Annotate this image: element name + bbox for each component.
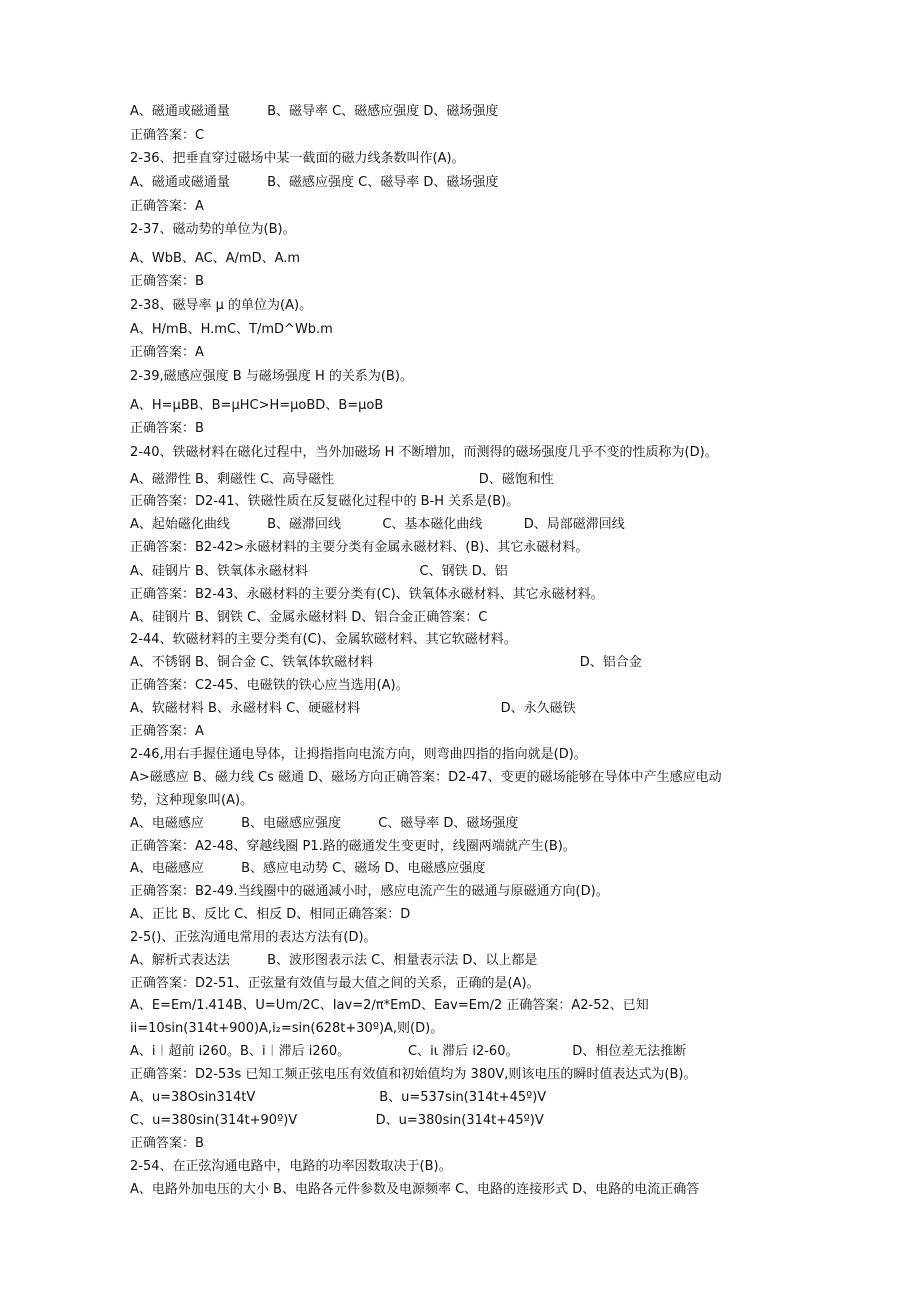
- text-line: A、H/mB、H.mC、T/mD^Wb.m: [130, 322, 333, 337]
- text-line: 正确答案：B2-49.当线圈中的磁通减小时，感应电流产生的磁通与原磁通方向(D)。: [130, 884, 609, 899]
- text-line: 正确答案：D2-53s 已知工频正弦电压有效值和初始值均为 380V,则该电压的瞬时值表达式为(B)。: [130, 1067, 697, 1082]
- text-line: A、起始磁化曲线 B、磁滞回线 C、基本磁化曲线 D、局部磁滞回线: [130, 517, 625, 532]
- text-line: A、硅钢片 B、铁氧体永磁材料 C、钢铁 D、铝: [130, 564, 508, 579]
- text-line: 正确答案：B: [130, 1136, 204, 1151]
- text-line: 正确答案：B2-43、永磁材料的主要分类有(C)、铁氧体永磁材料、其它永磁材料。: [130, 587, 604, 602]
- text-line: A、H=μBB、B=μHC>H=μoBD、B=μoB: [130, 398, 384, 413]
- text-line: A、磁通或磁通量 B、磁导率 C、磁感应强度 D、磁场强度: [130, 104, 499, 119]
- text-line: A、正比 B、反比 C、相反 D、相同正确答案：D: [130, 907, 411, 922]
- text-line: ii=10sin(314t+900)A,i₂=sin(628t+30º)A,则(D)。: [130, 1021, 444, 1036]
- text-line: A>磁感应 B、磁力线 Cs 磁通 D、磁场方向正确答案：D2-47、变更的磁场能够在导体中产生感应电动: [130, 770, 722, 785]
- text-line: 正确答案：A: [130, 724, 204, 739]
- text-line: A、硅钢片 B、钢铁 C、金属永磁材料 D、铝合金正确答案：C: [130, 610, 488, 625]
- text-line: 2-5()、正弦沟通电常用的表达方法有(D)。: [130, 930, 377, 945]
- text-line: 正确答案：C2-45、电磁铁的铁心应当选用(A)。: [130, 678, 409, 693]
- text-line: 正确答案：C: [130, 128, 205, 143]
- text-line: A、磁通或磁通量 B、磁感应强度 C、磁导率 D、磁场强度: [130, 175, 499, 190]
- text-line: 2-36、把垂直穿过磁场中某一截面的磁力线条数叫作(A)。: [130, 151, 465, 166]
- text-line: 2-44、软磁材料的主要分类有(C)、金属软磁材料、其它软磁材料。: [130, 632, 517, 647]
- text-line: A、解析式表达法 B、波形图表示法 C、相量表示法 D、以上都是: [130, 953, 538, 968]
- text-line: A、磁滞性 B、剩磁性 C、高导磁性 D、磁饱和性: [130, 472, 554, 487]
- text-line: 2-39,磁感应强度 B 与磁场强度 H 的关系为(B)。: [130, 369, 413, 384]
- text-line: 2-46,用右手握住通电导体，让拇指指向电流方向，则弯曲四指的指向就是(D)。: [130, 747, 587, 762]
- text-line: 2-37、磁动势的单位为(B)。: [130, 222, 296, 237]
- text-line: A、电磁感应 B、感应电动势 C、磁场 D、电磁感应强度: [130, 861, 486, 876]
- text-line: A、电磁感应 B、电磁感应强度 C、磁导率 D、磁场强度: [130, 816, 519, 831]
- text-line: 正确答案：A: [130, 345, 204, 360]
- text-line: 正确答案：B: [130, 274, 204, 289]
- text-line: A、软磁材料 B、永磁材料 C、硬磁材料 D、永久磁铁: [130, 701, 576, 716]
- text-line: A、电路外加电压的大小 B、电路各元件参数及电源频率 C、电路的连接形式 D、电路的电流正确答: [130, 1182, 700, 1197]
- text-line: 正确答案：A: [130, 199, 204, 214]
- text-line: 势，这种现象叫(A)。: [130, 793, 254, 808]
- text-line: A、E=Em/1.414B、U=Um∕2C、Iav=2∕π*EmD、Eav=Em∕2 正确答案：A2-52、已知: [130, 998, 649, 1013]
- text-line: A、WbB、AC、A/mD、A.m: [130, 251, 301, 266]
- text-line: A、u=38Osin314tV B、u=537sin(314t+45º)V: [130, 1090, 547, 1105]
- text-line: 正确答案：A2-48、穿越线圈 P1.路的磁通发生变更时，线圈两端就产生(B)。: [130, 839, 576, 854]
- text-line: 正确答案：B2-42>永磁材料的主要分类有金属永磁材料、(B)、其它永磁材料。: [130, 540, 589, 555]
- text-line: A、不锈钢 B、铜合金 C、铁氧体软磁材料 D、铝合金: [130, 655, 642, 670]
- text-line: 2-38、磁导率 μ 的单位为(A)。: [130, 298, 313, 313]
- text-line: 正确答案：B: [130, 421, 204, 436]
- text-line: 2-54、在正弦沟通电路中，电路的功率因数取决于(B)。: [130, 1159, 452, 1174]
- text-line: A、i︱超前 i260。B、i︱滞后 i260。 C、iι 滞后 i2-60。 D、相位差无法推断: [130, 1044, 687, 1059]
- text-line: 正确答案：D2-41、铁磁性质在反复磁化过程中的 B-H 关系是(B)。: [130, 494, 520, 509]
- text-line: 2-40、铁磁材料在磁化过程中，当外加磁场 H 不断增加，而测得的磁场强度几乎不变的性质称为(D)。: [130, 445, 718, 460]
- text-line: C、u=380sin(314t+90º)V D、u=380sin(314t+45º)V: [130, 1113, 544, 1128]
- text-line: 正确答案：D2-51、正弦量有效值与最大值之间的关系，正确的是(A)。: [130, 976, 540, 991]
